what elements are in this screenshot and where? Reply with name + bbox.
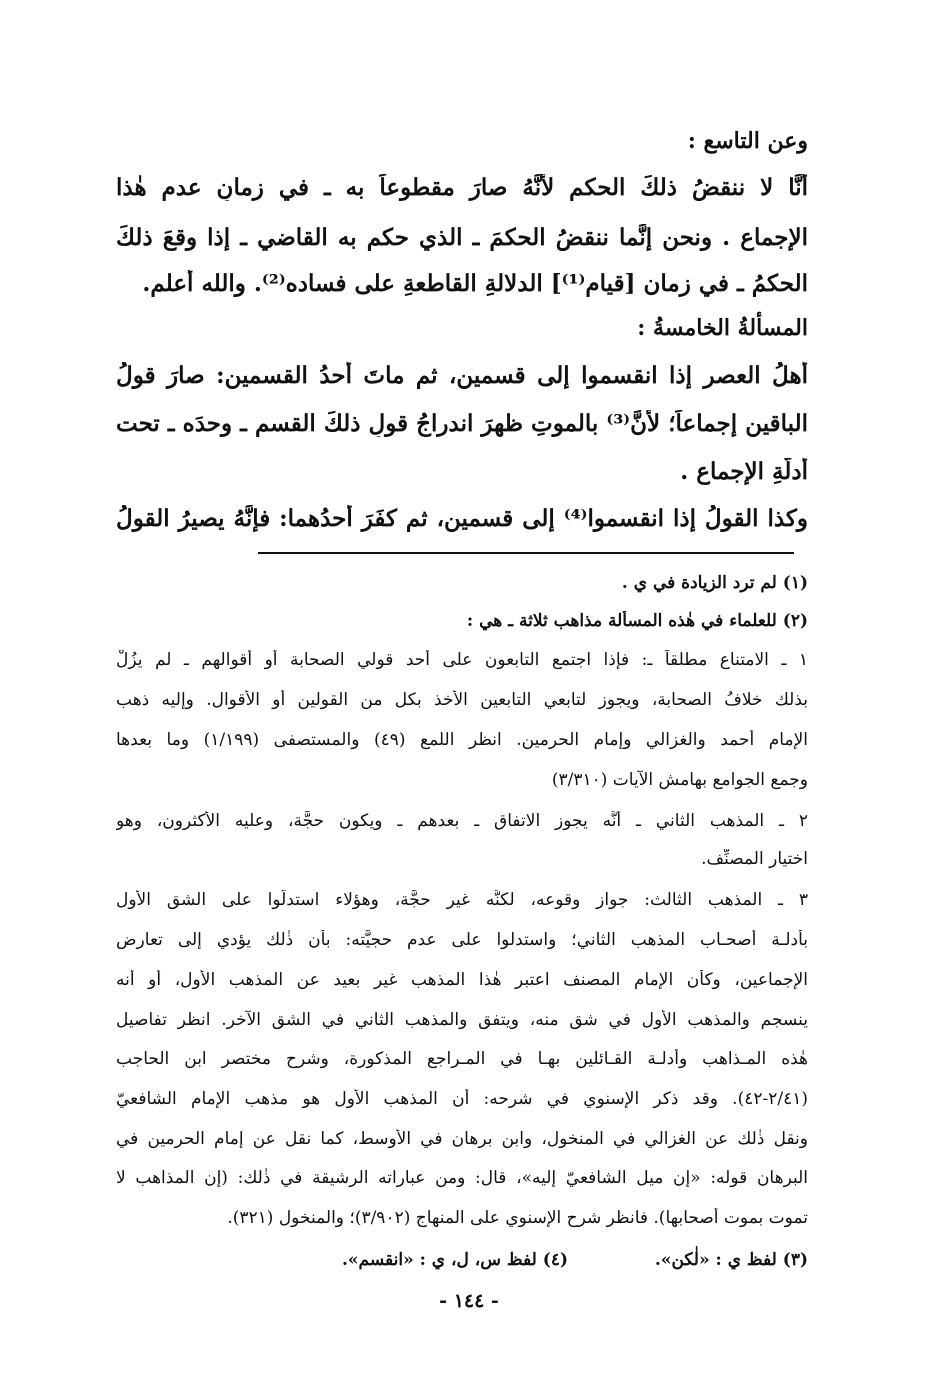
footnote-line: ١ ـ الامتناع مطلقاً ـ: فإذا اجتمع التابعون على أحد قولي الصحابة أو أقوالهم ـ لم يزُلْ [116, 650, 808, 670]
section-heading-ninth: وعن التاسع : [687, 128, 808, 154]
footnote-line: وجمع الجوامع بهامش الآيات (٣/٣١٠) [551, 770, 808, 790]
text-line: أدلَّةِ الإجماع . [680, 458, 808, 485]
footnote-line: ونقل ذٰلك عن الغزالي في المنخول، وابن برهان في الأوسط، كما نقل عن إمام الحرمين في [116, 1129, 808, 1149]
footnote-line: الإجماعين، وكأن الإمام المصنف اعتبر هٰذا المذهب غير بعيد عن المذهب الأول، أو أنه [116, 970, 808, 990]
text-line: أهلُ العصر إذا انقسموا إلى قسمين، ثم ماتَ أحدُ القسمين: صارَ قولُ [116, 362, 808, 389]
footnote-line: هٰذه المـذاهب وأدلـة القـائلين بهـا في المـراجع المذكورة، وشرح مختصر ابن الحاجب [116, 1049, 808, 1069]
footnote-line: ٣ ـ المذهب الثالث: جواز وقوعه، لكنَّه غير حجَّة، وهؤلاء استدلّوا على الشق الأول [116, 890, 808, 910]
footnote-line: (٢/٤١-٤٢). وقد ذكر الإسنوي في شرحه: أن المذهب الأول هو مذهب الإمام الشافعيّ [116, 1089, 808, 1109]
text-line: الحكمُ ـ في زمان [قيام⁽¹⁾] الدلالةِ القاطعةِ على فساده⁽²⁾. والله أعلم. [142, 270, 808, 297]
footnote-separator [258, 552, 794, 554]
paragraph-continuation: وكذا القولُ إذا انقسموا⁽⁴⁾ إلى قسمين، ثم كفَرَ أحدُهما: فإنَّهُ يصيرُ القولُ [116, 505, 808, 532]
footnote-line: اختيار المصنِّف. [701, 849, 808, 869]
footnote-line: البرهان قوله: «إن ميل الشافعيّ إليه»، قال: ومن عباراته الرشيقة في ذٰلك: (إن المذاهب لا [116, 1168, 808, 1188]
footnote-line: ينسجم والمذهب الأول في شق منه، ويتفق والمذهب الثاني في الشق الآخر. انظر تفاصيل [116, 1010, 808, 1030]
footnote-line: تموت بموت أصحابها). فانظر شرح الإسنوي على المنهاج (٣/٩٠٢)؛ والمنخول (٣٢١). [227, 1208, 808, 1228]
footnote-4: (٤) لفظ س، ل، ي : «انقسم». [341, 1250, 568, 1270]
section-heading-fifth-issue: المسألةُ الخامسةُ : [637, 315, 808, 341]
text-line: الإجماع . ونحن إنَّما ننقضُ الحكمَ ـ الذي حكم به القاضي ـ إذا وقعَ ذلكَ [116, 224, 808, 251]
footnote-3: (٣) لفظ ي : «لٰكن». [654, 1250, 808, 1270]
footnote-line: بذلك خلافُ الصحابة، ويجوز لتابعي التابعين الأخذ بكل من القولين أو الأقوال. وإليه ذهب [116, 690, 808, 710]
footnote-line: ٢ ـ المذهب الثاني ـ أنَّه يجوز الاتفاق ـ بعدهم ـ ويكون حجَّة، وعليه الأكثرون، وهو [116, 811, 808, 831]
text-line: الباقين إجماعاً؛ لأنَّ⁽³⁾ بالموتِ ظهرَ اندراجُ قولِ ذلكَ القسمِ ـ وحدَه ـ تحت [116, 410, 808, 437]
footnote-1: (١) لم ترد الزيادة في ي . [621, 573, 808, 593]
page-number: - ١٤٤ - [439, 1290, 499, 1312]
footnote-line: الإمام أحمد والغزالي وإمام الحرمين. انظر اللمع (٤٩) والمستصفى (١/١٩٩) وما بعدها [116, 730, 808, 750]
footnote-line: بأدلـة أصحـاب المذهب الثاني؛ واستدلوا على عدم حجيَّته: بأن ذٰلك يؤدي إلى تعارض [116, 930, 808, 950]
footnote-2: (٢) للعلماء في هٰذه المسألة مذاهب ثلاثة ـ هي : [466, 611, 808, 631]
text-line: أنَّا لا ننقضُ ذلكَ الحكم لأنَّهُ صارَ مقطوعاً به ـ في زمانِ عدم هٰذا [116, 174, 808, 201]
